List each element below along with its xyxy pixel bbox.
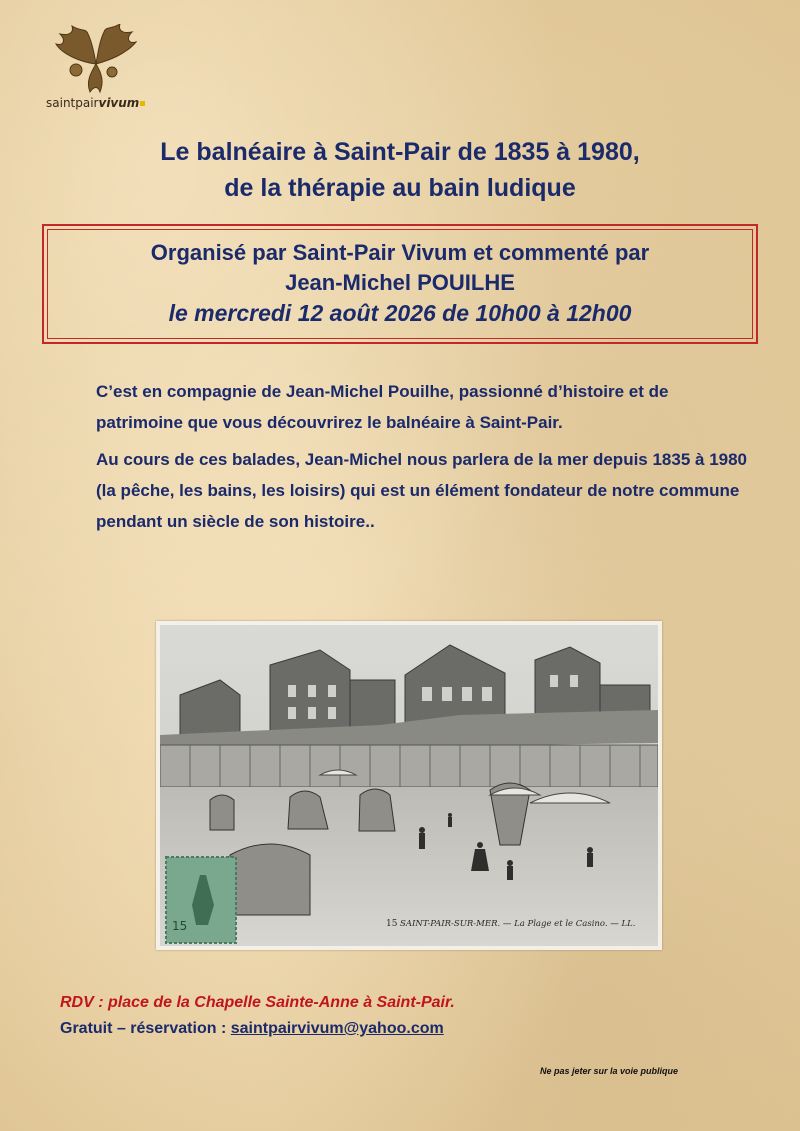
logo-wordmark xyxy=(46,96,145,110)
reservation-label: Gratuit – réservation : xyxy=(60,1020,231,1037)
stamp-value: 15 xyxy=(172,919,188,933)
event-box xyxy=(42,224,758,344)
footer-note: Ne pas jeter sur la voie publique xyxy=(540,1066,679,1076)
reservation-line xyxy=(60,1020,444,1038)
meeting-point: RDV : place de la Chapelle Sainte-Anne à Saint-Pair. xyxy=(60,994,455,1011)
page-title xyxy=(0,134,800,206)
logo xyxy=(44,24,154,114)
postcard-photo xyxy=(156,621,662,950)
title-line-1: Le balnéaire à Saint-Pair de 1835 à 1980, xyxy=(160,138,640,166)
organizer-line: Organisé par Saint-Pair Vivum et commenté par xyxy=(150,240,650,265)
postcard-caption: SAINT-PAIR-SUR-MER. — La Plage et le Casino. — LL. xyxy=(400,919,636,929)
logo-text-regular: saintpair xyxy=(46,96,99,110)
oak-leaf-icon xyxy=(50,24,142,96)
event-date: le mercredi 12 août 2026 de 10h00 à 12h00 xyxy=(168,300,632,326)
guide-name: Jean-Michel POUILHE xyxy=(285,270,515,295)
paragraph-1: C’est en compagnie de Jean-Michel Pouilhe, passionné d’histoire et de patrimoine que vous découvrirez le balnéaire à Saint-Pair. xyxy=(96,382,669,432)
event-box-inner xyxy=(47,229,753,339)
postcard-number: 15 xyxy=(386,919,398,929)
paragraph-2: Au cours de ces balades, Jean-Michel nous parlera de la mer depuis 1835 à 1980 (la pêche, les bains, les loisirs) qui est un élément fondateur de notre commune pendant un siècle de son histoire.. xyxy=(96,450,748,531)
logo-text-bold: vivum xyxy=(98,96,140,110)
email-link[interactable]: saintpairvivum@yahoo.com xyxy=(230,1020,444,1037)
description xyxy=(96,376,756,543)
logo-dot xyxy=(140,101,145,106)
title-line-2: de la thérapie au bain ludique xyxy=(224,174,576,202)
